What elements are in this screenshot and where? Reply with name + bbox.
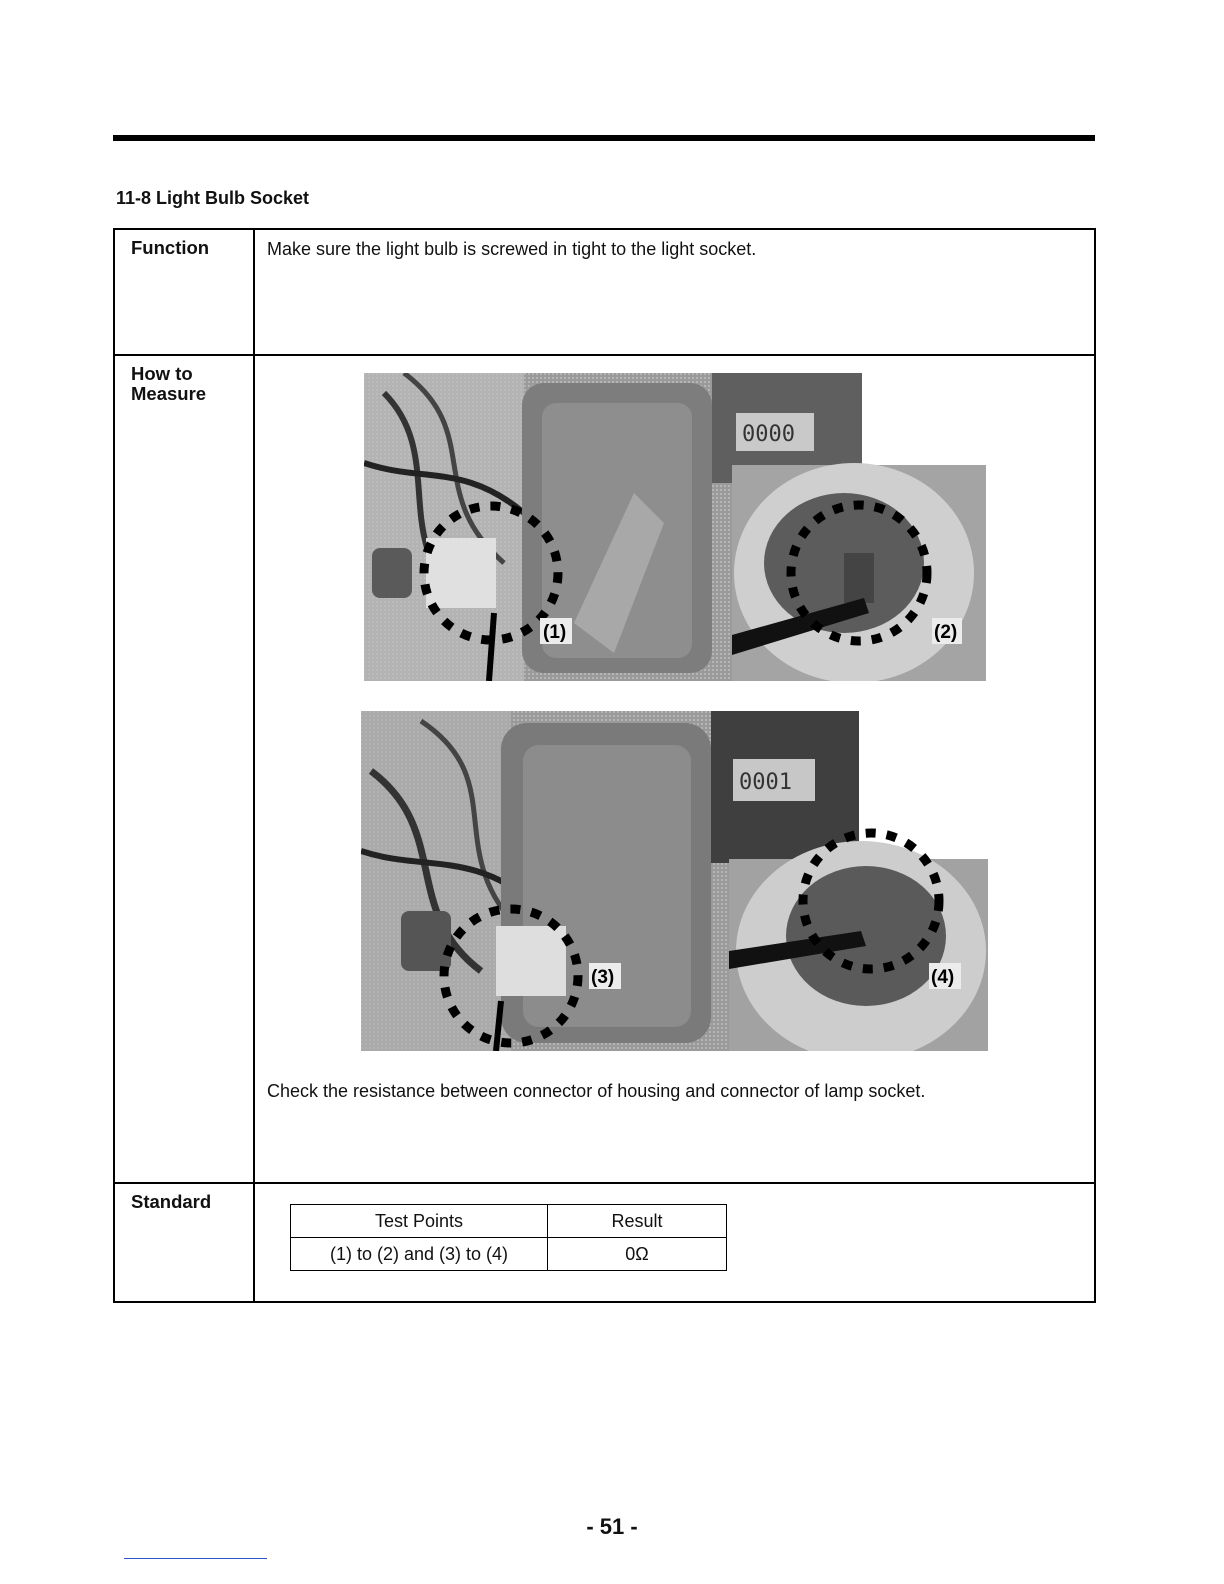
function-text: Make sure the light bulb is screwed in tight to the light socket. (267, 239, 757, 259)
photo-measure-3-4 (361, 711, 988, 1051)
standard-table-header (291, 1205, 727, 1238)
cell-result: 0Ω (548, 1238, 727, 1271)
page-number: - 51 - (586, 1514, 638, 1539)
header-test-points: Test Points (291, 1205, 548, 1238)
bottom-link-line (124, 1558, 267, 1559)
top-rule (113, 135, 1095, 141)
standard-table (290, 1204, 727, 1271)
svg-text:0000: 0000 (742, 422, 795, 447)
function-label: Function (114, 229, 254, 355)
photo-label-4: (4) (931, 967, 955, 988)
cell-test-points: (1) to (2) and (3) to (4) (291, 1238, 548, 1271)
measurement-photos (255, 356, 1094, 1056)
standard-content (254, 1183, 1095, 1302)
photo-label-2: (2) (934, 622, 958, 643)
how-to-measure-label (114, 355, 254, 1183)
section-title: 11-8 Light Bulb Socket (116, 188, 310, 208)
standard-table-row (291, 1238, 727, 1271)
how-to-measure-content (254, 355, 1095, 1183)
standard-row (114, 1183, 1095, 1302)
photo-label-3: (3) (591, 967, 615, 988)
standard-label: Standard (114, 1183, 254, 1302)
how-to-measure-text: Check the resistance between connector of housing and connector of lamp socket. (267, 1081, 926, 1101)
photo-measure-1-2 (364, 373, 986, 681)
how-to-label-line2: Measure (131, 383, 207, 405)
how-to-label-line1: How to (131, 363, 193, 384)
how-to-measure-row (114, 355, 1095, 1183)
component-table (113, 228, 1096, 1303)
header-result: Result (548, 1205, 727, 1238)
function-content (254, 229, 1095, 355)
photo-label-1: (1) (543, 622, 567, 643)
svg-text:0001: 0001 (739, 770, 792, 795)
function-row (114, 229, 1095, 355)
